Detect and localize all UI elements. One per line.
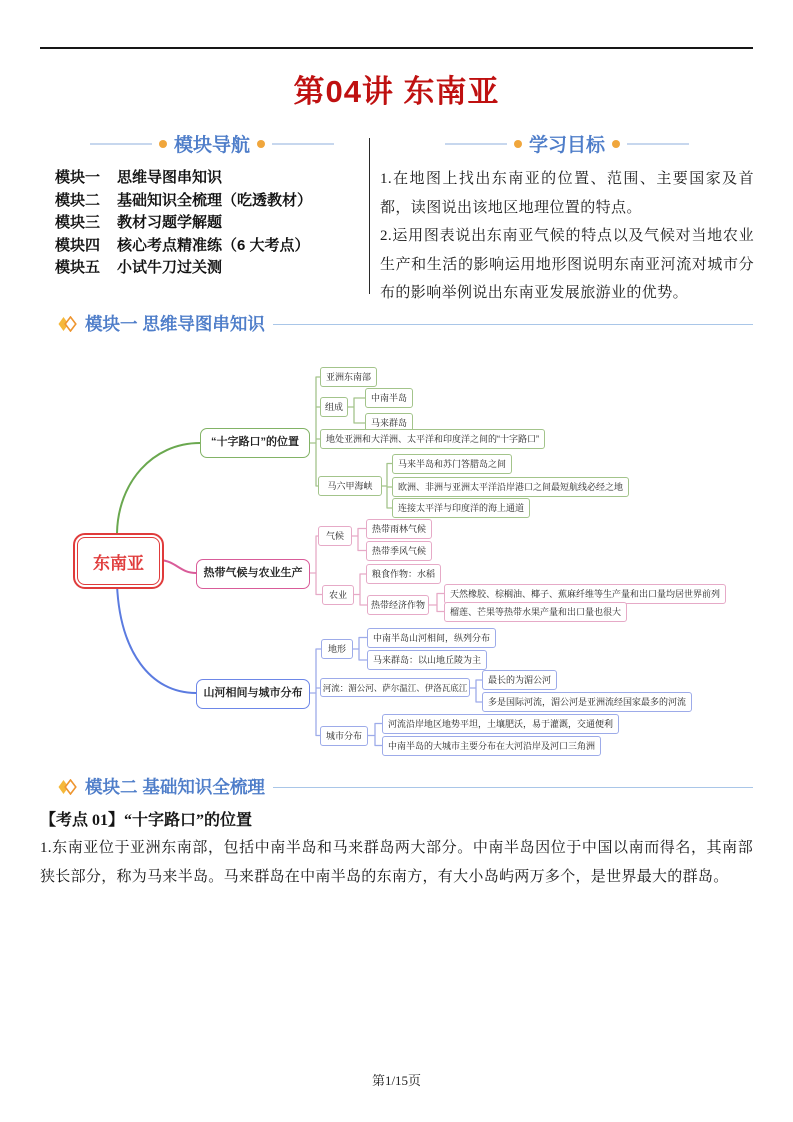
node-crossroad-location: 地处亚洲和大洋洲、太平洋和印度洋之间的“十字路口”: [320, 429, 545, 449]
branch-tropical-climate-agriculture: 热带气候与农业生产: [196, 559, 310, 589]
double-diamond-icon: [58, 779, 77, 795]
column-divider: [369, 138, 370, 294]
decorative-line: [445, 143, 507, 145]
node-terrain: 地形: [321, 639, 353, 659]
node-indochina-ranges-valleys: 中南半岛山河相间，纵列分布: [367, 628, 496, 648]
section-rule: [273, 787, 753, 788]
node-rainforest-climate: 热带雨林气候: [366, 519, 432, 539]
top-rule: [40, 47, 753, 49]
nav-item-module4: [55, 235, 369, 258]
nav-item-module5: [55, 257, 369, 280]
node-longest-mekong: 最长的为湄公河: [482, 670, 557, 690]
orange-dot-icon: [514, 140, 522, 148]
section-module2-header: [58, 774, 753, 799]
objectives-heading: [380, 130, 754, 157]
section-module1-title: 模块一 思维导图串知识: [85, 314, 265, 334]
branch-crossroad-position: “十字路口”的位置: [200, 428, 310, 458]
nav-item-module1: [55, 167, 369, 190]
node-monsoon-climate: 热带季风气候: [366, 541, 432, 561]
node-durian-mango-exports: 榴莲、芒果等热带水果产量和出口量也很大: [444, 602, 627, 622]
branch-terrain-and-cities: 山河相间与城市分布: [196, 679, 310, 709]
node-tropical-cash-crops: 热带经济作物: [367, 595, 429, 615]
orange-dot-icon: [612, 140, 620, 148]
module-nav-panel: [55, 130, 369, 280]
node-riverside-advantages: 河流沿岸地区地势平坦，土壤肥沃，易于灌溉，交通便利: [382, 714, 619, 734]
nav-item-number: 模块五: [55, 259, 101, 276]
mindmap-root-node: 东南亚: [73, 533, 164, 589]
nav-item-label: 基础知识全梳理（吃透教材）: [117, 191, 313, 209]
nav-item-label: 思维导图串知识: [117, 169, 223, 186]
node-cities-along-rivers: 中南半岛的大城市主要分布在大河沿岸及河口三角洲: [382, 736, 601, 756]
module-nav-heading-label: 模块导航: [173, 135, 250, 156]
exam-point-paragraph: 1.东南亚位于亚洲东南部，包括中南半岛和马来群岛两大部分。中南半岛因位于中国以南而得名，其南部狭长部分，称为马来半岛。马来群岛在中南半岛的东南方，有大小岛屿两万多个，是世界最大的群岛。: [40, 840, 753, 885]
node-malay-archipelago: 马来群岛: [365, 413, 413, 433]
node-city-distribution: 城市分布: [320, 726, 368, 746]
node-pacific-indian-channel: 连接太平洋与印度洋的海上通道: [392, 498, 530, 518]
node-international-rivers: 多是国际河流，湄公河是亚洲流经国家最多的河流: [482, 692, 692, 712]
section-module2-title: 模块二 基础知识全梳理: [85, 777, 265, 797]
decorative-line: [272, 143, 334, 145]
node-rubber-palm-coconut-exports: 天然橡胶、棕榈油、椰子、蕉麻纤维等生产量和出口量均居世界前列: [444, 584, 726, 604]
nav-item-label: 教材习题学解题: [117, 214, 223, 231]
double-diamond-icon: [58, 316, 77, 332]
node-malay-hills: 马来群岛：以山地丘陵为主: [367, 650, 487, 670]
objective-1: 1.在地图上找出东南亚的位置、范围、主要国家及首都，读图说出该地区地理位置的特点。: [380, 171, 754, 216]
nav-item-number: 模块一: [55, 169, 101, 186]
nav-item-module2: [55, 190, 369, 213]
objectives-text: [380, 165, 754, 308]
page-number: 第1/15页: [371, 1073, 422, 1088]
mindmap: [60, 355, 760, 767]
page-title: 第04讲 东南亚: [293, 74, 500, 109]
objectives-heading-label: 学习目标: [528, 135, 605, 156]
exam-point-heading: 【考点 01】“十字路口”的位置: [40, 812, 253, 829]
objective-2: 2.运用图表说出东南亚气候的特点以及气候对当地农业生产和生活的影响运用地形图说明东南亚河流对城市分布的影响举例说出东南亚发展旅游业的优势。: [380, 228, 754, 302]
nav-item-number: 模块三: [55, 214, 101, 231]
nav-item-label: 核心考点精准练（6 大考点）: [117, 236, 310, 254]
node-malacca-strait: 马六甲海峡: [318, 476, 382, 496]
orange-dot-icon: [159, 140, 167, 148]
module-nav-list: [55, 167, 369, 280]
nav-item-number: 模块四: [55, 236, 101, 254]
decorative-line: [90, 143, 152, 145]
node-between-malay-sumatra: 马来半岛和苏门答腊岛之间: [392, 454, 512, 474]
orange-dot-icon: [257, 140, 265, 148]
nav-item-number: 模块二: [55, 191, 101, 209]
node-climate: 气候: [318, 526, 352, 546]
node-asia-southeast: 亚洲东南部: [320, 367, 377, 387]
objectives-panel: [380, 130, 754, 308]
node-staple-rice: 粮食作物：水稻: [366, 564, 441, 584]
node-indochina-peninsula: 中南半岛: [365, 388, 413, 408]
module-nav-heading: [55, 130, 369, 157]
node-composition: 组成: [320, 397, 348, 417]
node-shortest-shipping-route: 欧洲、非洲与亚洲太平洋沿岸港口之间最短航线必经之地: [392, 477, 629, 497]
node-agriculture: 农业: [322, 585, 354, 605]
section-rule: [273, 324, 753, 325]
nav-item-label: 小试牛刀过关测: [117, 259, 223, 276]
decorative-line: [627, 143, 689, 145]
nav-item-module3: [55, 212, 369, 235]
node-rivers: 河流：湄公河、萨尔温江、伊洛瓦底江: [320, 678, 470, 697]
section-module1-header: [58, 311, 753, 336]
